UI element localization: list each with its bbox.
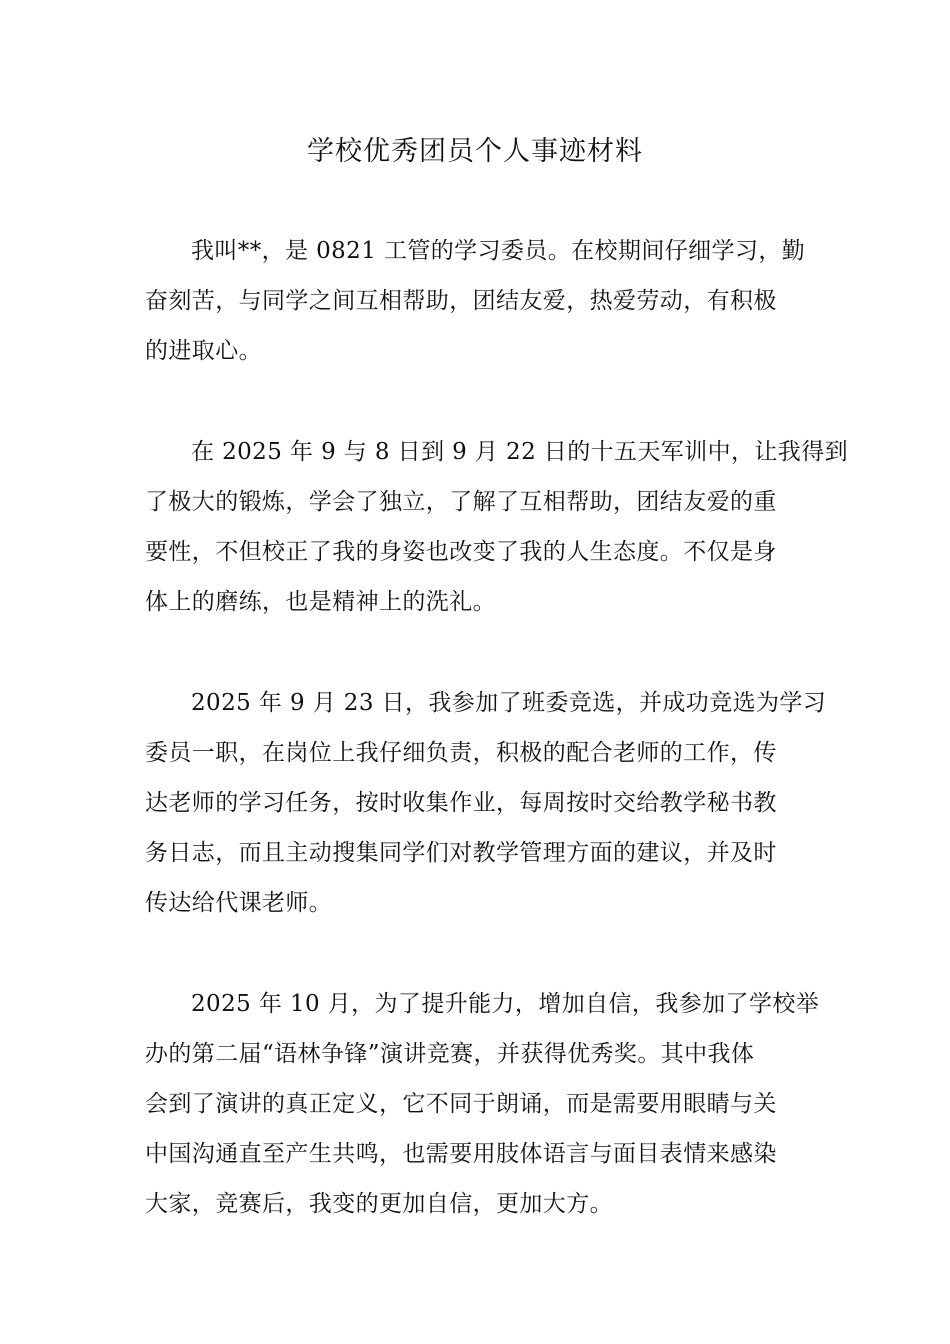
paragraph-line: 务日志，而且主动搜集同学们对教学管理方面的建议，并及时 [145, 840, 777, 866]
paragraph-line: 达老师的学习任务，按时收集作业，每周按时交给教学秘书教 [145, 790, 777, 816]
paragraph-line: 2025 年 10 月，为了提升能力，增加自信，我参加了学校举 [191, 991, 820, 1017]
paragraph-line: 会到了演讲的真正定义，它不同于朗诵，而是需要用眼睛与关 [145, 1091, 777, 1117]
document-title: 学校优秀团员个人事迹材料 [307, 136, 643, 167]
paragraph-line: 奋刻苦，与同学之间互相帮助，团结友爱，热爱劳动，有积极 [145, 288, 777, 314]
paragraph-line: 体上的磨练，也是精神上的洗礼。 [145, 589, 496, 615]
paragraph-line: 2025 年 9 月 23 日，我参加了班委竞选，并成功竞选为学习 [191, 690, 827, 716]
document-body [145, 226, 849, 1280]
paragraph-line: 传达给代课老师。 [145, 890, 333, 916]
paragraph-line: 的进取心。 [145, 338, 262, 364]
paragraph-line: 大家，竞赛后，我变的更加自信，更加大方。 [145, 1191, 613, 1217]
paragraph-line: 了极大的锻炼，学会了独立，了解了互相帮助，团结友爱的重 [145, 489, 777, 515]
paragraph-line: 在 2025 年 9 与 8 日到 9 月 22 日的十五天军训中，让我得到 [191, 439, 849, 465]
paragraph-line: 中国沟通直至产生共鸣，也需要用肢体语言与面目表情来感染 [145, 1141, 777, 1167]
paragraph-1 [145, 226, 805, 376]
paragraph-line: 委员一职，在岗位上我仔细负责，积极的配合老师的工作，传 [145, 740, 777, 766]
paragraph-line: 要性，不但校正了我的身姿也改变了我的人生态度。不仅是身 [145, 539, 777, 565]
paragraph-3 [145, 678, 827, 928]
paragraph-4 [145, 979, 820, 1229]
paragraph-2 [145, 427, 849, 627]
paragraph-line: 我叫**，是 0821 工管的学习委员。在校期间仔细学习，勤 [191, 238, 806, 264]
paragraph-line: 办的第二届“语林争锋”演讲竞赛，并获得优秀奖。其中我体 [145, 1041, 755, 1067]
